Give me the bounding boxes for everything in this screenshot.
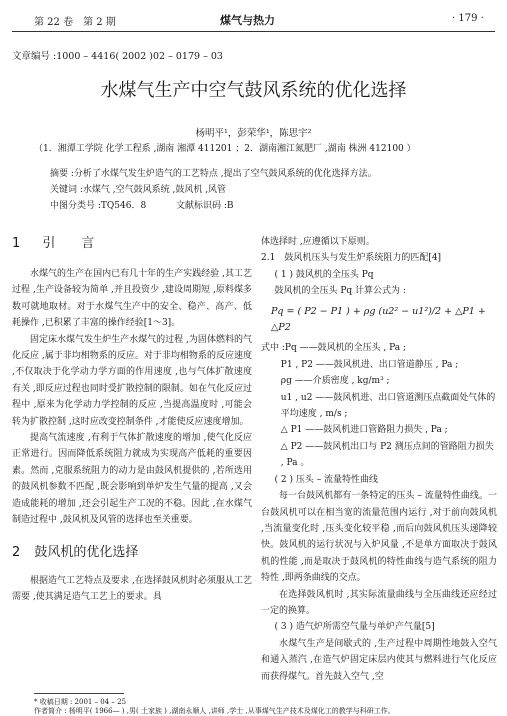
section-1-heading <box>12 234 252 254</box>
journal-name: 煤气与热力 <box>220 14 275 27</box>
paragraph: 根据造气工艺特点及要求 ,在选择鼓风机时必须服从工艺需要 ,使其满足造气工艺上的要求。具 <box>12 575 252 602</box>
paper-title: 水煤气生产中空气鼓风系统的优化选择 <box>100 80 407 101</box>
left-column <box>12 234 252 605</box>
clc-number: 中图分类号 :TQ546．8 <box>50 201 147 211</box>
definition: P1 , P2 ——鼓风机进、出口管道静压 , Pa ; <box>280 359 459 370</box>
section-number: 2 <box>12 544 21 560</box>
footnote-rule <box>34 693 124 694</box>
definition: △ P1 ——鼓风机进口管路阻力损失 , Pa ; <box>280 425 448 436</box>
subsubsection-heading: ( 2 ) 压头 – 流量特性曲线 <box>274 474 379 485</box>
header-rule <box>12 31 495 32</box>
section-2-heading <box>12 543 252 563</box>
subsubsection-heading: ( 1 ) 鼓风机的全压头 Pq <box>274 269 374 280</box>
section-title: 引 言 <box>42 236 95 251</box>
text-line: 鼓风机的全压头 Pq 计算公式为 : <box>274 286 406 297</box>
definition: △ P2 ——鼓风机出口与 P2 测压点间的管路阻力损失 , Pa 。 <box>280 441 494 469</box>
text-line: 体选择时 ,应遵循以下原则。 <box>261 237 375 247</box>
paragraph: 在选择鼓风机时 ,其实际流量曲线与全压曲线还应经过一定的换算。 <box>261 589 497 616</box>
issue-label: 第 22 卷 第 2 期 <box>34 17 116 28</box>
doc-code: 文献标识码 :B <box>176 201 234 211</box>
paragraph: 每一台鼓风机都有一条特定的压头 – 流量特性曲线。一台鼓风机可以在相当宽的流量范围内运行 ,对于前向鼓风机 ,当流量变化时 ,压头变化较平稳 ,而后向鼓风机压头递降较快。鼓风机的运行状况与入炉风量 ,不是单方面取决于鼓风机的性能 ,而是取决于鼓风机的特性曲线与造气系统的阻力特性 ,即两条曲线的交点。 <box>261 491 497 584</box>
right-column <box>261 234 497 685</box>
definition: ρg ——介质密度 , kg/m³ ; <box>280 376 390 387</box>
affiliation: （1．湘潭工学院 化学工程系 ,湖南 湘潭 411201 ；2．湖南湘江氮肥厂 ,湖南 株洲 412100 ） <box>34 144 416 154</box>
keywords: 关键词 :水煤气 ,空气鼓风系统 ,鼓风机 ,风管 <box>50 185 227 195</box>
section-number: 1 <box>12 236 21 251</box>
abstract: 摘要 :分析了水煤气发生炉造气的工艺特点 ,提出了空气鼓风系统的优化选择方法。 <box>50 169 377 179</box>
article-number: 文章编号 :1000 – 4416( 2002 )02 – 0179 – 03 <box>12 51 223 62</box>
subsubsection-heading: ( 3 ) 造气炉所需空气量与单炉产气量[5] <box>274 622 435 633</box>
author-bio: 作者简介 : 杨明平( 1966— ) ,男( 土家族 ) ,湖南永顺人 ,讲师 ,学士 ,从事煤气生产技术及煤化工的教学与科研工作。 <box>34 707 395 715</box>
paragraph: 水煤气生产是间歇式的 ,生产过程中周期性地鼓入空气和通入蒸汽 ,在造气炉固定床层内使其与燃料进行气化反应而获得煤气。首先鼓入空气 ,空 <box>261 638 497 682</box>
paragraph: 提高气流速度 ,有利于气体扩散速度的增加 ,使气化反应正常进行。因而降低系统阻力就成为实现高产低耗的重要因素。然而 ,克服系统阻力的动力是由鼓风机提供的 ,若所选用的鼓风机参数不匹配 ,既会影响到单炉发生气量的提高 ,又会造成能耗的增加 ,还会引起生产工况的不稳。因此 ,在水煤气制造过程中 ,鼓风机及风管的选择也至关重要。 <box>12 433 252 526</box>
pressure-formula: Pq = ( P2 − P1 ) + ρg (u2² − u1²)/2 + △P1 + △P2 <box>271 305 486 334</box>
received-date: * 收稿日期 : 2001 – 04 – 25 <box>34 698 127 706</box>
authors: 杨明平¹，彭荣华¹，陈思宇² <box>195 128 312 139</box>
definition: 式中 :Pq ——鼓风机的全压头 , Pa ; <box>261 343 407 354</box>
paragraph: 水煤气的生产在国内已有几十年的生产实践经验 ,其工艺过程 ,生产设备较为简单 ,并且投资少 ,建设周期短 ,原料煤多数可就地取材。对于水煤气生产中的安全、稳产、高产、低耗操作 ,已积累了丰富的操作经验[1～3]。 <box>12 269 252 329</box>
definition: u1 , u2 ——鼓风机进、出口管道测压点截面处气体的平均速度 , m/s ; <box>280 392 496 420</box>
section-title: 鼓风机的优化选择 <box>34 544 139 560</box>
subsection-heading: 2.1 鼓风机压头与发生炉系统阻力的匹配[4] <box>261 253 442 264</box>
page-number: · 179 · <box>452 13 484 24</box>
paragraph: 固定床水煤气发生炉生产水煤气的过程 ,为固体燃料的气化反应 ,属于非均相物系的反应。对于非均相物系的反应速度 ,不仅取决于化学动力学方面的作用速度 ,也与气体扩散速度有关 ,即反应过程也同时受扩散控制的限制。如在气化反应过程中 ,原来为化学动力学控制的反应 ,当提高温度时 ,可能会转为扩散控制 ,这时应改变控制条件 ,才能使反应速度增加。 <box>12 334 252 427</box>
